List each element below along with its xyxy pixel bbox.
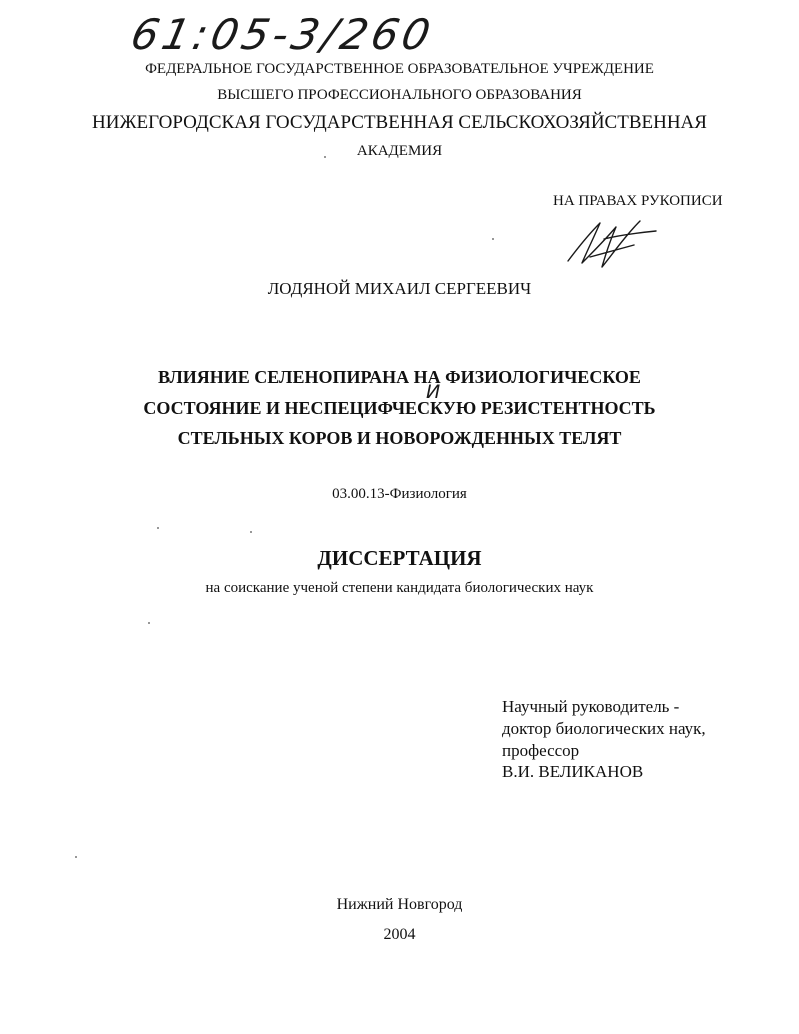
institution-line-3: НИЖЕГОРОДСКАЯ ГОСУДАРСТВЕННАЯ СЕЛЬСКОХОЗЯЙСТВЕННАЯ <box>92 112 707 133</box>
scan-speck <box>250 531 252 533</box>
specialty-code: 03.00.13-Физиология <box>332 486 467 502</box>
document-type: ДИССЕРТАЦИЯ <box>317 546 482 570</box>
rights-note: НА ПРАВАХ РУКОПИСИ <box>553 193 723 209</box>
institution-line-1: ФЕДЕРАЛЬНОЕ ГОСУДАРСТВЕННОЕ ОБРАЗОВАТЕЛЬНОЕ УЧРЕЖДЕНИЕ <box>145 61 654 77</box>
scan-speck <box>324 156 326 158</box>
supervisor-name: В.И. ВЕЛИКАНОВ <box>502 762 644 781</box>
supervisor-role: Научный руководитель - <box>502 697 680 716</box>
institution-line-2: ВЫСШЕГО ПРОФЕССИОНАЛЬНОГО ОБРАЗОВАНИЯ <box>217 87 582 103</box>
author-name: ЛОДЯНОЙ МИХАИЛ СЕРГЕЕВИЧ <box>267 279 532 298</box>
handwritten-correction: И <box>426 381 441 403</box>
title-line-2: СОСТОЯНИЕ И НЕСПЕЦИФЧЕСКУЮ РЕЗИСТЕНТНОСТЬ <box>143 398 656 418</box>
scan-speck <box>75 856 77 858</box>
institution-line-4: АКАДЕМИЯ <box>356 143 443 159</box>
title-line-1: ВЛИЯНИЕ СЕЛЕНОПИРАНА НА ФИЗИОЛОГИЧЕСКОЕ <box>158 367 641 387</box>
scan-speck <box>492 238 494 240</box>
year: 2004 <box>383 926 416 943</box>
signature-icon <box>560 215 670 275</box>
handwritten-archive-code: 61:05-3/260 <box>126 10 439 59</box>
degree-line: на соискание ученой степени кандидата биологических наук <box>205 580 594 596</box>
scan-speck <box>148 622 150 624</box>
supervisor-title: профессор <box>502 741 580 760</box>
supervisor-degree: доктор биологических наук, <box>502 719 706 738</box>
title-line-3: СТЕЛЬНЫХ КОРОВ И НОВОРОЖДЕННЫХ ТЕЛЯТ <box>177 428 622 448</box>
city: Нижний Новгород <box>336 896 463 913</box>
scan-speck <box>157 527 159 529</box>
